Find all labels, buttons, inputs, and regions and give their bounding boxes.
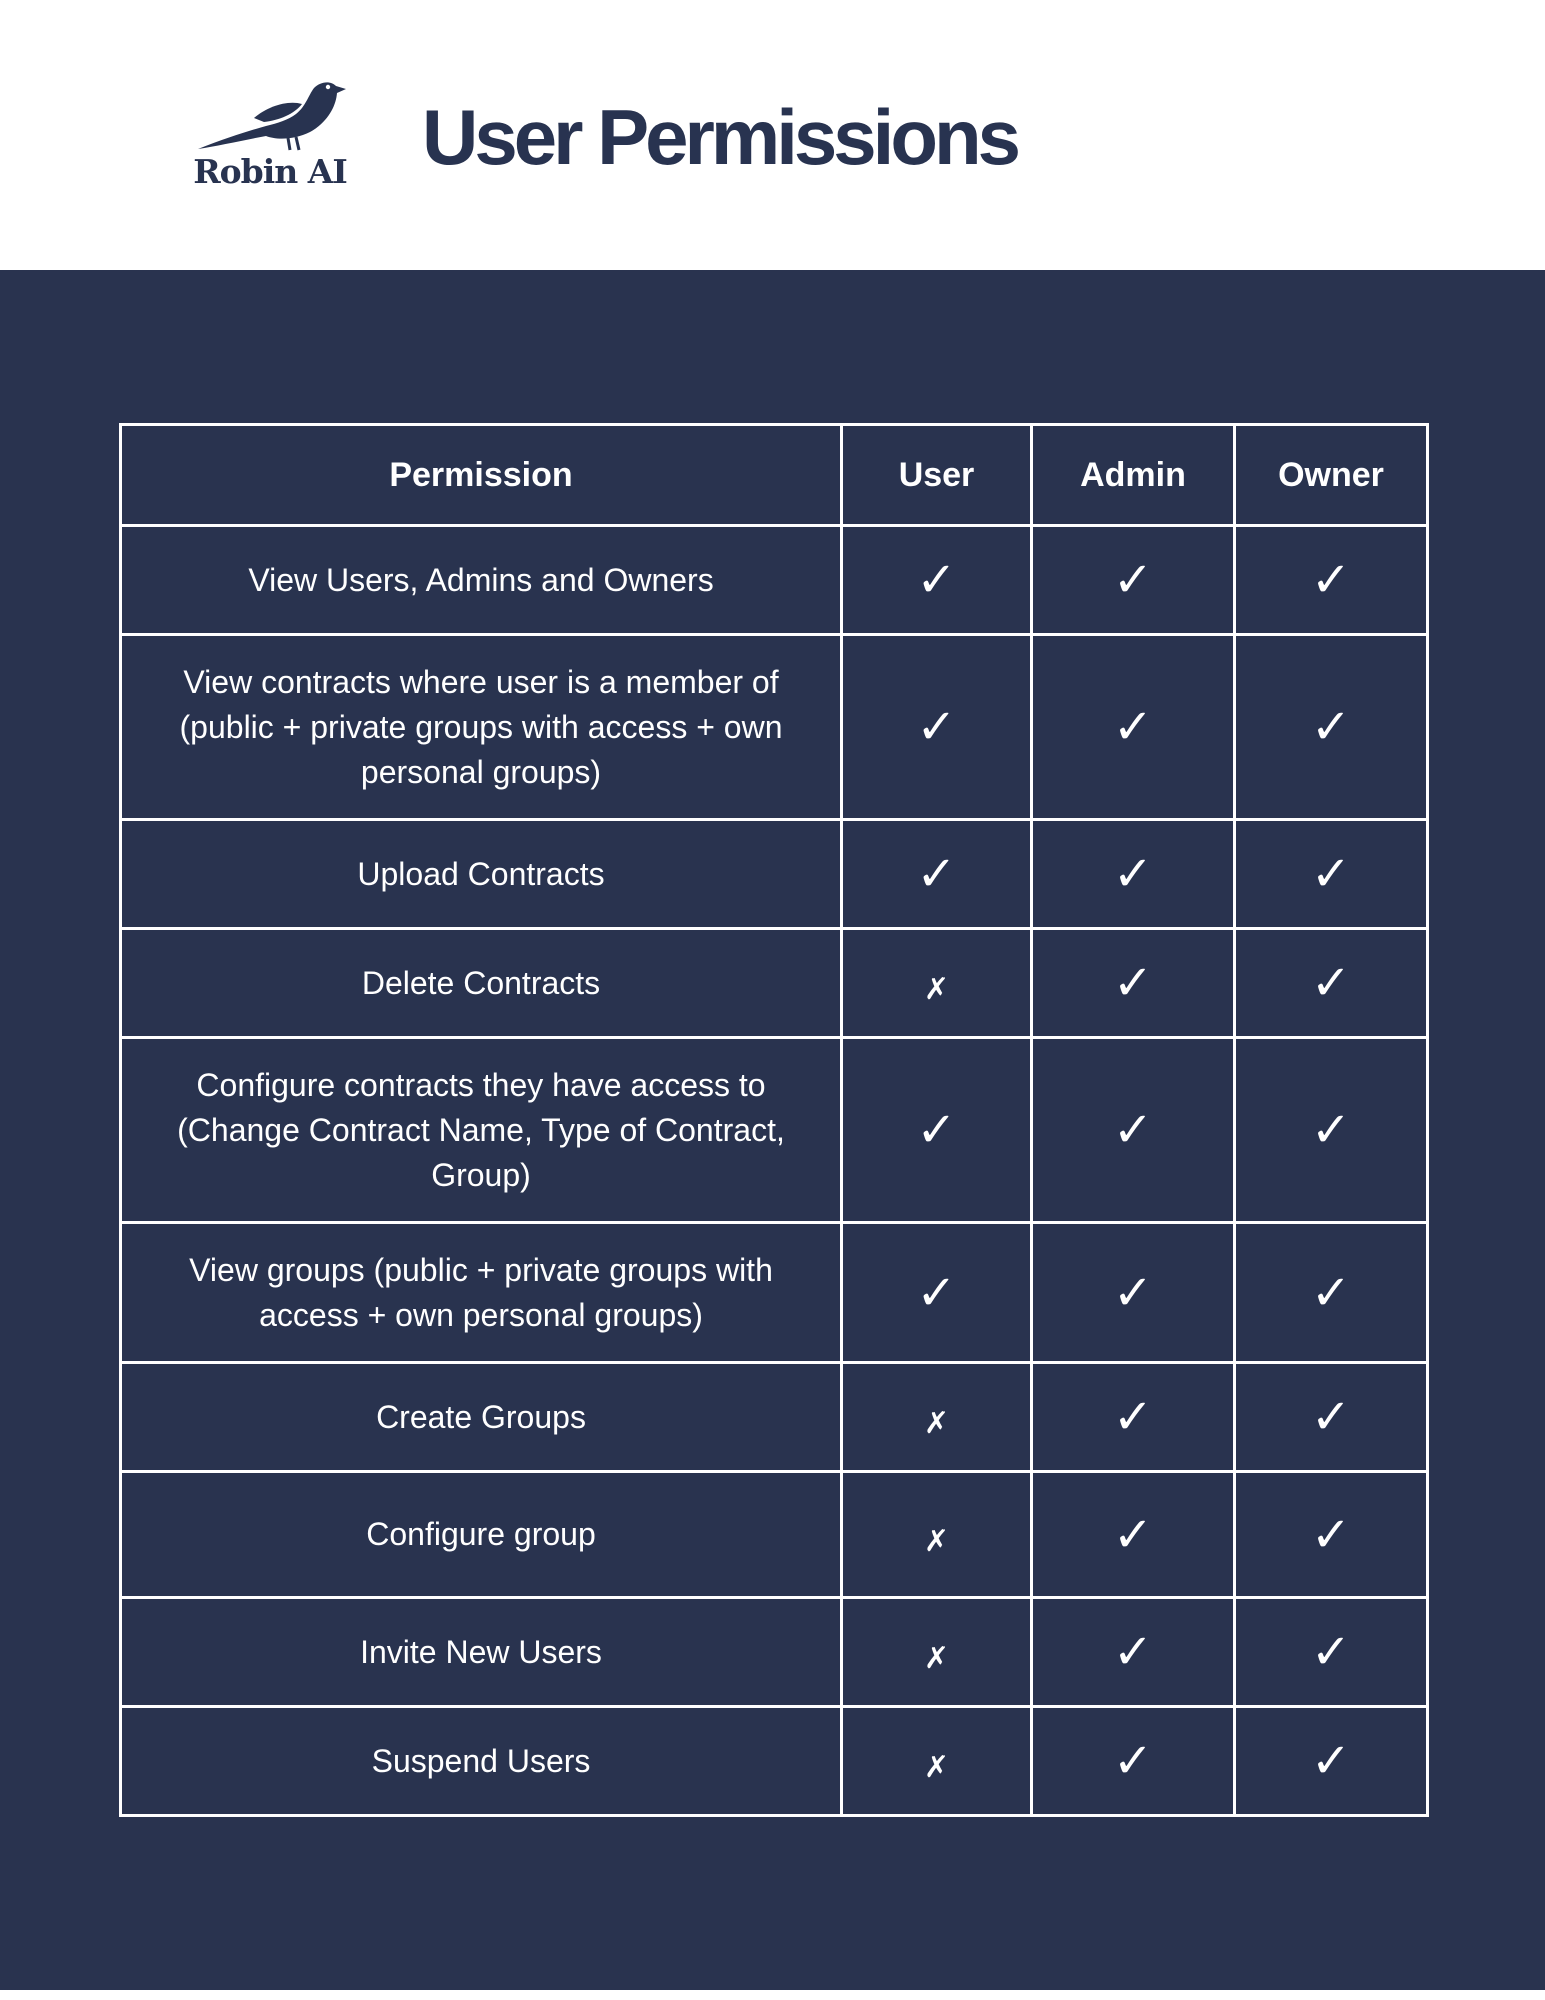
table-row xyxy=(121,1223,1428,1363)
permission-cell: Configure contracts they have access to (Change Contract Name, Type of Contract, Group) xyxy=(121,1038,842,1223)
column-header-user: User xyxy=(842,425,1032,526)
cross-mark: ✗ xyxy=(923,1406,950,1441)
owner-check-icon: ✓ xyxy=(1235,820,1428,929)
column-header-admin: Admin xyxy=(1032,425,1235,526)
column-header-permission: Permission xyxy=(121,425,842,526)
table-row xyxy=(121,1038,1428,1223)
table-row xyxy=(121,929,1428,1038)
table-row xyxy=(121,820,1428,929)
owner-check-icon: ✓ xyxy=(1235,1598,1428,1707)
cross-mark: ✗ xyxy=(923,1523,950,1559)
cross-mark: ✗ xyxy=(923,1641,950,1676)
admin-check-icon: ✓ xyxy=(1032,1707,1235,1816)
user-cross-icon xyxy=(842,1472,1032,1598)
admin-check-icon: ✓ xyxy=(1032,1038,1235,1223)
user-check-icon: ✓ xyxy=(842,1223,1032,1363)
permission-cell: View groups (public + private groups with access + own personal groups) xyxy=(121,1223,842,1363)
admin-check-icon: ✓ xyxy=(1032,526,1235,635)
owner-check-icon: ✓ xyxy=(1235,635,1428,820)
owner-check-icon: ✓ xyxy=(1235,526,1428,635)
table-row xyxy=(121,1472,1428,1598)
table-row xyxy=(121,526,1428,635)
permission-cell: Invite New Users xyxy=(121,1598,842,1707)
admin-check-icon: ✓ xyxy=(1032,635,1235,820)
page-title: User Permissions xyxy=(422,93,1018,181)
user-check-icon: ✓ xyxy=(842,820,1032,929)
cross-mark: ✗ xyxy=(923,1750,950,1785)
permission-cell: Create Groups xyxy=(121,1363,842,1472)
permissions-panel xyxy=(0,270,1545,1990)
page-header xyxy=(0,0,1545,270)
table-row xyxy=(121,1598,1428,1707)
table-row xyxy=(121,635,1428,820)
user-cross-icon xyxy=(842,1363,1032,1472)
bottom-margin xyxy=(0,1990,1545,2000)
permission-cell: View Users, Admins and Owners xyxy=(121,526,842,635)
user-cross-icon xyxy=(842,1598,1032,1707)
admin-check-icon: ✓ xyxy=(1032,820,1235,929)
admin-check-icon: ✓ xyxy=(1032,1598,1235,1707)
owner-check-icon: ✓ xyxy=(1235,1223,1428,1363)
permission-cell: Configure group xyxy=(121,1472,842,1598)
permission-cell: View contracts where user is a member of (public + private groups with access + own personal groups) xyxy=(121,635,842,820)
logo-text: Robin AI xyxy=(193,152,347,191)
table-row xyxy=(121,1707,1428,1816)
owner-check-icon: ✓ xyxy=(1235,1472,1428,1598)
user-cross-icon xyxy=(842,1707,1032,1816)
table-header-row xyxy=(121,425,1428,526)
robin-bird-icon xyxy=(196,76,346,156)
column-header-owner: Owner xyxy=(1235,425,1428,526)
permission-cell: Delete Contracts xyxy=(121,929,842,1038)
admin-check-icon: ✓ xyxy=(1032,1363,1235,1472)
user-check-icon: ✓ xyxy=(842,526,1032,635)
user-check-icon: ✓ xyxy=(842,635,1032,820)
user-cross-icon xyxy=(842,929,1032,1038)
permission-cell: Upload Contracts xyxy=(121,820,842,929)
owner-check-icon: ✓ xyxy=(1235,1038,1428,1223)
table-row xyxy=(121,1363,1428,1472)
owner-check-icon: ✓ xyxy=(1235,1707,1428,1816)
permissions-table xyxy=(119,423,1429,1817)
permission-cell: Suspend Users xyxy=(121,1707,842,1816)
owner-check-icon: ✓ xyxy=(1235,929,1428,1038)
cross-mark: ✗ xyxy=(923,972,950,1007)
admin-check-icon: ✓ xyxy=(1032,1472,1235,1598)
user-check-icon: ✓ xyxy=(842,1038,1032,1223)
robin-ai-logo xyxy=(190,76,350,196)
admin-check-icon: ✓ xyxy=(1032,929,1235,1038)
owner-check-icon: ✓ xyxy=(1235,1363,1428,1472)
admin-check-icon: ✓ xyxy=(1032,1223,1235,1363)
